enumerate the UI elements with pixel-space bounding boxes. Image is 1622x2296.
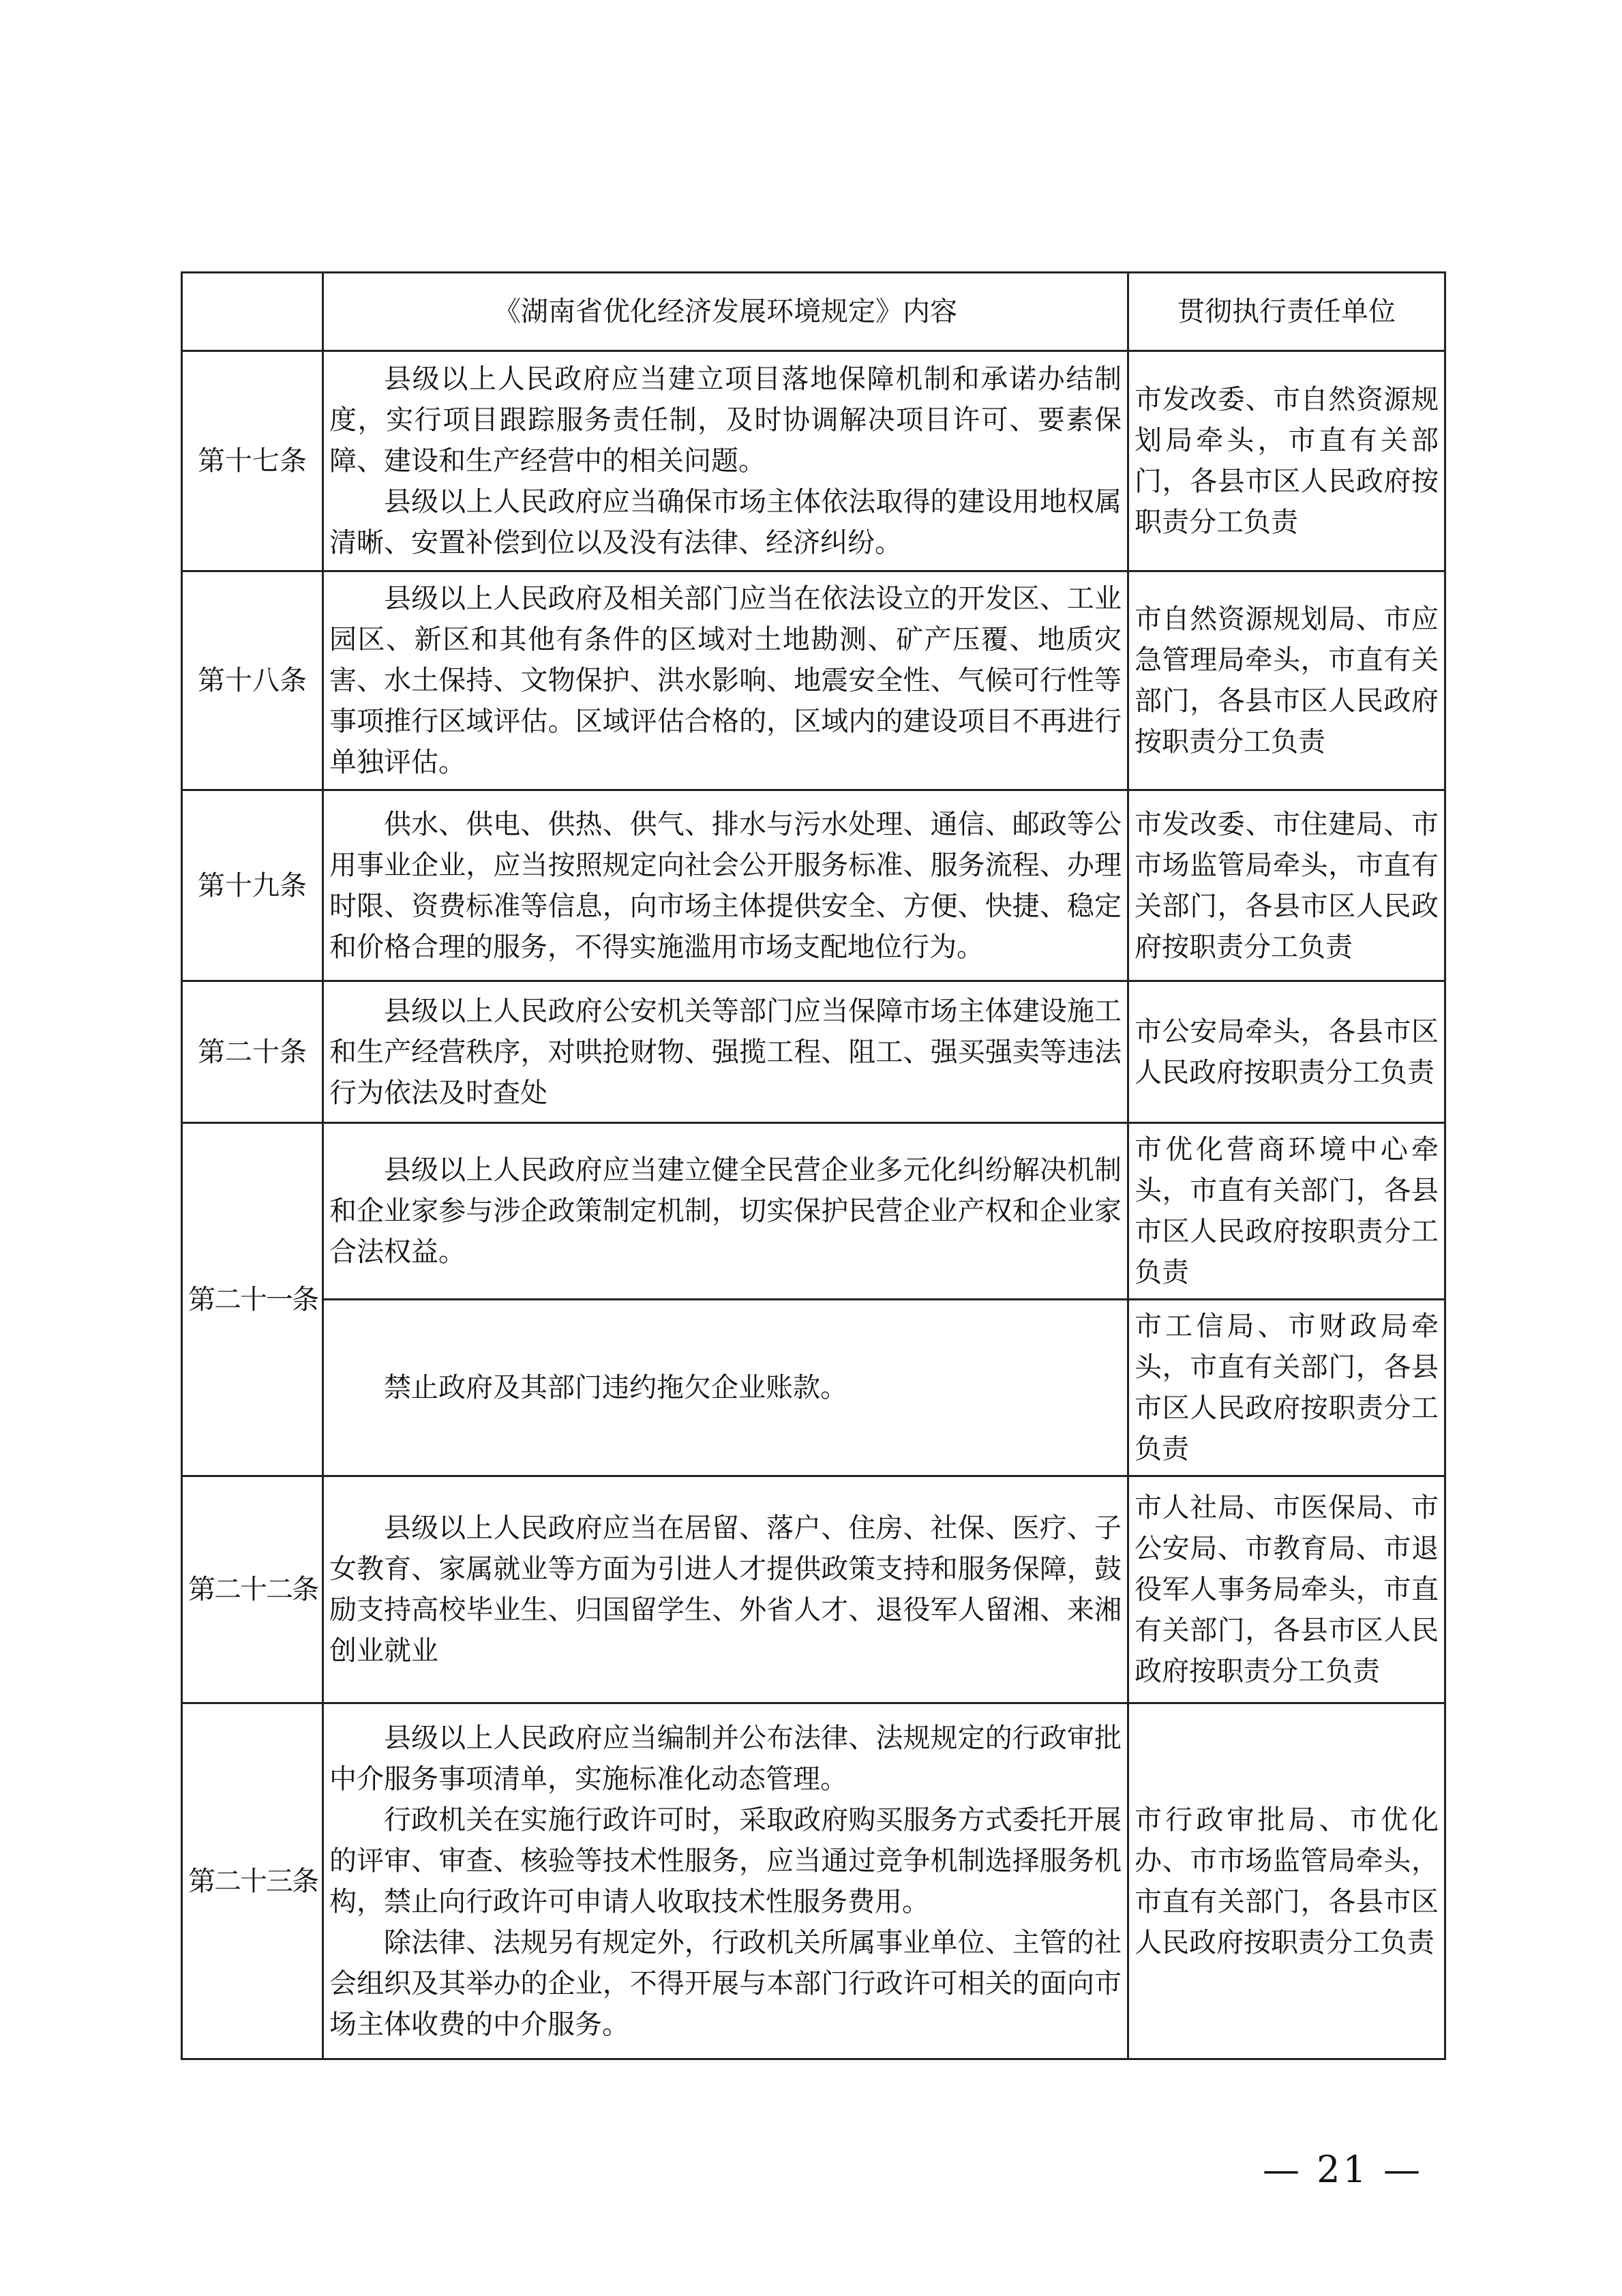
article-label: 第十七条 xyxy=(182,351,323,571)
content-paragraph: 禁止政府及其部门违约拖欠企业账款。 xyxy=(384,1372,847,1403)
article-label: 第二十三条 xyxy=(182,1703,323,2059)
responsible-units: 市优化营商环境中心牵头，市直有关部门，各县市区人民政府按职责分工负责 xyxy=(1128,1123,1445,1300)
responsible-units: 市公安局牵头，各县市区人民政府按职责分工负责 xyxy=(1128,981,1445,1123)
content-paragraph: 供水、供电、供热、供气、排水与污水处理、通信、邮政等公用事业企业，应当按照规定向社会公开服务标准、服务流程、办理时限、资费标准等信息，向市场主体提供安全、方便、快捷、稳定和价格合理的服务，不得实施滥用市场支配地位行为。 xyxy=(329,808,1122,963)
article-label: 第二十一条 xyxy=(182,1123,323,1476)
article-content xyxy=(323,1703,1128,2059)
article-content xyxy=(323,1300,1128,1476)
article-label: 第二十条 xyxy=(182,981,323,1123)
responsible-units: 市工信局、市财政局牵头，市直有关部门，各县市区人民政府按职责分工负责 xyxy=(1128,1300,1445,1476)
content-paragraph: 县级以上人民政府公安机关等部门应当保障市场主体建设施工和生产经营秩序，对哄抢财物、强揽工程、阻工、强买强卖等违法行为依法及时查处 xyxy=(329,995,1122,1109)
responsible-units: 市人社局、市医保局、市公安局、市教育局、市退役军人事务局牵头，市直有关部门，各县市区人民政府按职责分工负责 xyxy=(1128,1476,1445,1703)
content-paragraph: 县级以上人民政府应当编制并公布法律、法规规定的行政审批中介服务事项清单，实施标准化动态管理。 xyxy=(329,1722,1122,1795)
article-content xyxy=(323,571,1128,790)
content-paragraph: 县级以上人民政府应当建立健全民营企业多元化纠纷解决机制和企业家参与涉企政策制定机制，切实保护民营企业产权和企业家合法权益。 xyxy=(329,1154,1122,1268)
article-label: 第十八条 xyxy=(182,571,323,790)
table-row xyxy=(182,351,1445,571)
content-paragraph: 县级以上人民政府应当在居留、落户、住房、社保、医疗、子女教育、家属就业等方面为引进人才提供政策支持和服务保障，鼓励支持高校毕业生、归国留学生、外省人才、退役军人留湘、来湘创业就业 xyxy=(329,1512,1122,1667)
header-content: 《湖南省优化经济发展环境规定》内容 xyxy=(323,273,1128,351)
article-label: 第二十二条 xyxy=(182,1476,323,1703)
content-paragraph: 县级以上人民政府应当确保市场主体依法取得的建设用地权属清晰、安置补偿到位以及没有法律、经济纠纷。 xyxy=(329,486,1122,558)
responsible-units: 市发改委、市住建局、市市场监管局牵头，市直有关部门，各县市区人民政府按职责分工负责 xyxy=(1128,790,1445,981)
table-row xyxy=(182,790,1445,981)
article-label: 第十九条 xyxy=(182,790,323,981)
header-responsible: 贯彻执行责任单位 xyxy=(1128,273,1445,351)
table-header-row xyxy=(182,273,1445,351)
table-row xyxy=(182,1300,1445,1476)
article-content xyxy=(323,981,1128,1123)
table-row xyxy=(182,1123,1445,1300)
table-row xyxy=(182,571,1445,790)
content-paragraph: 除法律、法规另有规定外，行政机关所属事业单位、主管的社会组织及其举办的企业，不得开展与本部门行政许可相关的面向市场主体收费的中介服务。 xyxy=(329,1926,1122,2040)
responsible-units: 市发改委、市自然资源规划局牵头，市直有关部门，各县市区人民政府按职责分工负责 xyxy=(1128,351,1445,571)
page-number: — 21 — xyxy=(1263,2148,1424,2191)
responsible-units: 市自然资源规划局、市应急管理局牵头，市直有关部门，各县市区人民政府按职责分工负责 xyxy=(1128,571,1445,790)
table-row xyxy=(182,1476,1445,1703)
content-paragraph: 行政机关在实施行政许可时，采取政府购买服务方式委托开展的评审、审查、核验等技术性服务，应当通过竞争机制选择服务机构，禁止向行政许可申请人收取技术性服务费用。 xyxy=(329,1804,1122,1918)
content-paragraph: 县级以上人民政府及相关部门应当在依法设立的开发区、工业园区、新区和其他有条件的区域对土地勘测、矿产压覆、地质灾害、水土保持、文物保护、洪水影响、地震安全性、气候可行性等事项推行区域评估。区域评估合格的，区域内的建设项目不再进行单独评估。 xyxy=(329,583,1122,778)
content-paragraph: 县级以上人民政府应当建立项目落地保障机制和承诺办结制度，实行项目跟踪服务责任制，及时协调解决项目许可、要素保障、建设和生产经营中的相关问题。 xyxy=(329,363,1122,477)
responsible-units: 市行政审批局、市优化办、市市场监管局牵头，市直有关部门，各县市区人民政府按职责分工负责 xyxy=(1128,1703,1445,2059)
table-row xyxy=(182,981,1445,1123)
article-content xyxy=(323,351,1128,571)
provisions-table xyxy=(181,271,1446,2060)
article-content xyxy=(323,1123,1128,1300)
article-content xyxy=(323,1476,1128,1703)
header-article xyxy=(182,273,323,351)
article-content xyxy=(323,790,1128,981)
table-row xyxy=(182,1703,1445,2059)
